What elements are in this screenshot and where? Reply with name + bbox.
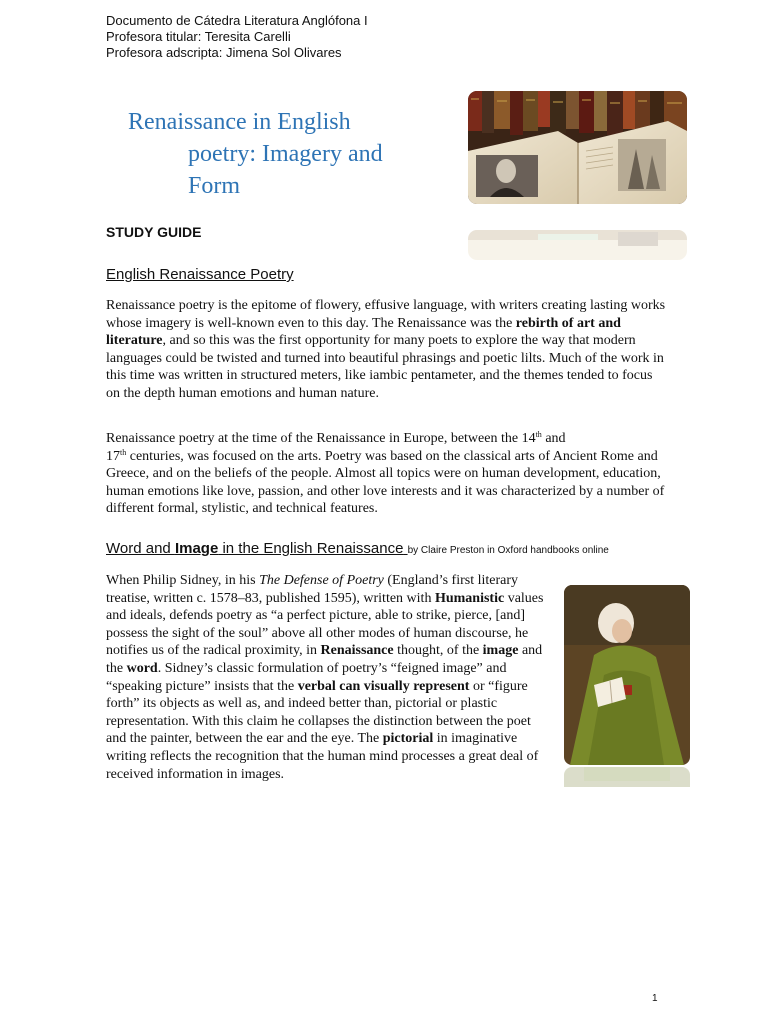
page-title (128, 106, 448, 202)
section-heading-english-renaissance-poetry: English Renaissance Poetry (106, 266, 294, 283)
study-guide-label: STUDY GUIDE (106, 224, 202, 240)
title-line-3: Form (188, 173, 241, 199)
bold-rebirth-of-art: rebirth of art and literature (106, 315, 621, 349)
title-line-1: Renaissance in English (128, 109, 351, 135)
painting-woman-reading (564, 585, 690, 765)
heading-bold-image: Image (174, 540, 219, 557)
byline-claire-preston: by Claire Preston in Oxford handbooks online (407, 545, 609, 556)
header-professor: Profesora titular: Teresita Carelli (106, 29, 291, 44)
italic-defense-of-poetry: The Defense of Poetry (259, 573, 384, 588)
painting-reflection-graphic (564, 767, 690, 815)
title-line-2: poetry: Imagery and (188, 141, 383, 167)
header-course: Documento de Cátedra Literatura Anglófona I (106, 13, 368, 28)
book-illustration (468, 91, 687, 204)
document-header (106, 13, 368, 61)
section-heading-word-and-image: Word and Image in the English Renaissance by Claire Preston in Oxford handbooks online (106, 540, 609, 557)
paragraph-renaissance-europe: Renaissance poetry at the time of the Renaissance in Europe, between the 14th and 17th centuries, was focused on the arts. Poetry was based on the classical arts of Ancient Rome and Greece, and on the beliefs of the people. Almost all topics were on human development, education, human emotions like love, passion, and other love interests and it was characterized by a number of different formal, stylistic, and technical features. (106, 430, 665, 517)
hero-image-reflection (468, 230, 687, 260)
header-assistant: Profesora adscripta: Jimena Sol Olivares (106, 45, 342, 60)
painting-reflection (564, 767, 690, 815)
paragraph-philip-sidney: When Philip Sidney, in his The Defense of Poetry (England’s first literary treatise, written c. 1578–83, published 1595), written with Humanistic values and ideals, defends poetry as “a perfect picture, able to strike, pierce, [and] possess the sight of the soul” above all other modes of human discourse, he notifies us of the radical proximity, in Renaissance thought, of the image and the word. Sidney’s classic formulation of poetry’s “feigned image” and “speaking picture” insists that the verbal can visually represent or “figure forth” its objects as well as, and indeed better than, pictorial or plastic representation. With this claim he collapses the distinction between the poet and the painter, between the ear and the eye. The pictorial in imaginative writing reflects the recognition that the human mind processes a great deal of received information in images. (106, 573, 544, 782)
hero-image-books (468, 91, 687, 204)
painting-illustration (564, 585, 690, 765)
page-number: 1 (652, 993, 658, 1004)
reflection-graphic (468, 230, 687, 260)
paragraph-renaissance-poetry-intro: Renaissance poetry is the epitome of flowery, effusive language, with writers creating lasting works whose imagery is well-known even to this day. The Renaissance was the rebirth of art and literature, and so this was the first opportunity for many poets to explore the way that modern languages could be twisted and turned into beautiful phrasings and poetic lilts. Much of the work in this time was written in structured meters, like iambic pentameter, and the themes tended to focus on the depth human emotions and human nature. (106, 298, 666, 401)
